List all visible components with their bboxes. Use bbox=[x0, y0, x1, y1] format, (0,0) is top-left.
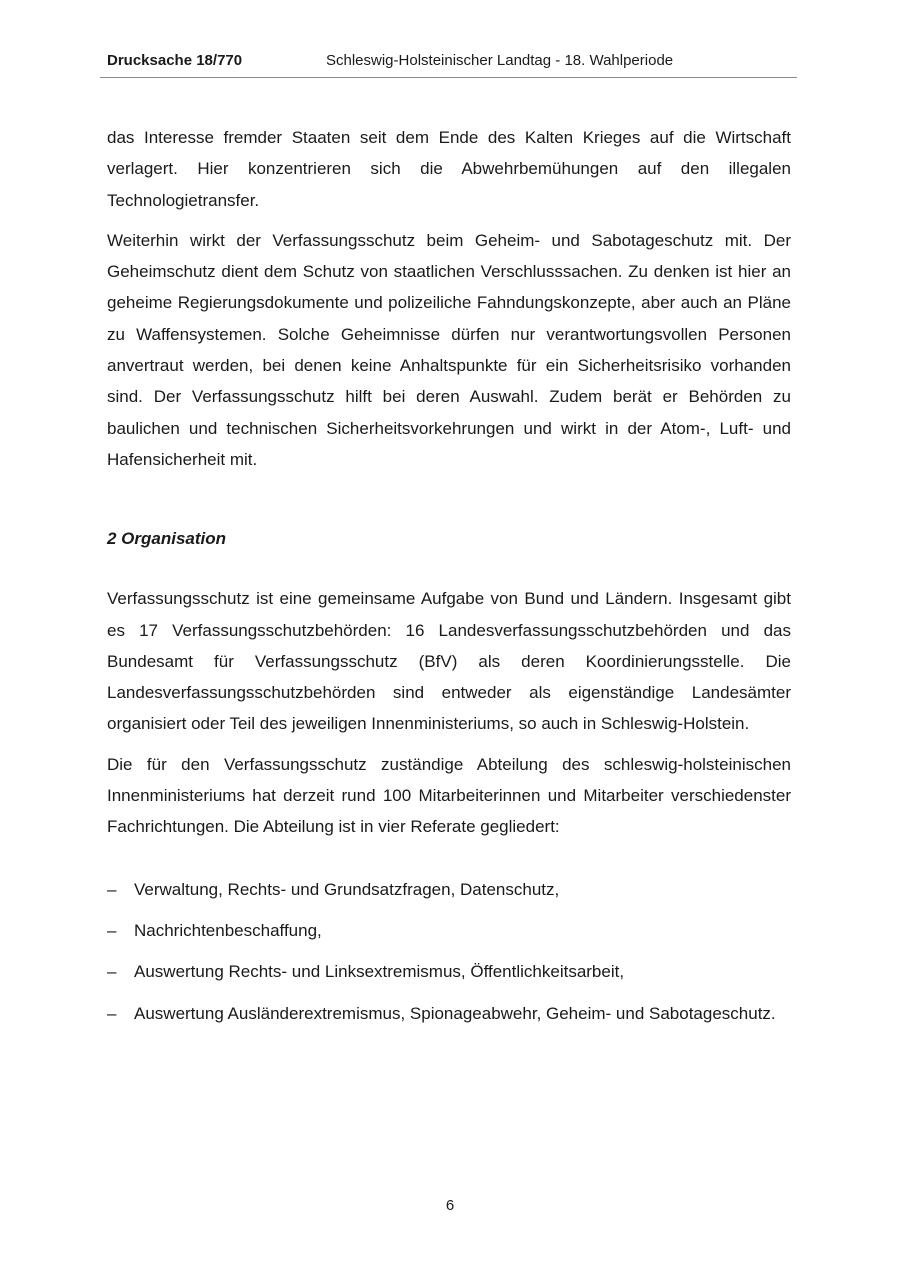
parliament-title: Schleswig-Holsteinischer Landtag - 18. Wahlperiode bbox=[326, 52, 674, 69]
page-number: 6 bbox=[445, 1197, 455, 1214]
list-item-text: Auswertung Ausländerextremismus, Spionageabwehr, Geheim- und Sabotageschutz. bbox=[134, 1003, 776, 1023]
section-paragraph-1: Verfassungsschutz ist eine gemeinsame Aufgabe von Bund und Ländern. Insgesamt gibt es 17 Verfassungsschutzbehörden: 16 Landesverfassungsschutzbehörden und das Bundesamt für Verfassungsschutz (BfV) als deren Koordinierungsstelle. Die Landesverfassungsschutzbehörden sind entweder als eigenständige Landesämter organisiert oder Teil des jeweiligen Innenministeriums, so auch in Schleswig-Holstein. bbox=[107, 589, 791, 734]
section-heading: 2 Organisation bbox=[107, 529, 227, 549]
dash-bullet-icon: – bbox=[107, 920, 117, 940]
section-paragraph-2: Die für den Verfassungsschutz zuständige Abteilung des schleswig-holsteinischen Innenministeriums hat derzeit rund 100 Mitarbeiterinnen und Mitarbeiter verschiedenster Fachrichtungen. Die Abteilung ist in vier Referate gegliedert: bbox=[107, 754, 791, 837]
department-list bbox=[107, 874, 791, 1029]
list-item bbox=[107, 874, 791, 905]
dash-bullet-icon: – bbox=[107, 1003, 117, 1023]
document-number: Drucksache 18/770 bbox=[107, 52, 243, 69]
dash-bullet-icon: – bbox=[107, 879, 117, 899]
page-header bbox=[100, 52, 797, 78]
intro-paragraph-1: das Interesse fremder Staaten seit dem Ende des Kalten Krieges auf die Wirtschaft verlagert. Hier konzentrieren sich die Abwehrbemühungen auf den illegalen Technologietransfer. bbox=[107, 128, 791, 210]
list-item-text: Verwaltung, Rechts- und Grundsatzfragen, Datenschutz, bbox=[134, 879, 560, 899]
list-item bbox=[107, 956, 791, 987]
dash-bullet-icon: – bbox=[107, 962, 117, 982]
list-item bbox=[107, 998, 791, 1029]
page-content bbox=[107, 122, 791, 1039]
list-item bbox=[107, 915, 791, 946]
list-item-text: Nachrichtenbeschaffung, bbox=[134, 920, 322, 940]
intro-paragraph-2: Weiterhin wirkt der Verfassungsschutz beim Geheim- und Sabotageschutz mit. Der Geheimschutz dient dem Schutz von staatlichen Verschlusssachen. Zu denken ist hier an geheime Regierungsdokumente und polizeiliche Fahndungskonzepte, aber auch an Pläne zu Waffensystemen. Solche Geheimnisse dürfen nur verantwortungsvollen Personen anvertraut werden, bei denen keine Anhaltspunkte für ein Sicherheitsrisiko vorhanden sind. Der Verfassungsschutz hilft bei deren Auswahl. Zudem berät er Behörden zu baulichen und technischen Sicherheitsvorkehrungen und wirkt in der Atom-, Luft- und Hafensicherheit mit. bbox=[107, 230, 791, 469]
section-body bbox=[107, 583, 791, 842]
list-item-text: Auswertung Rechts- und Linksextremismus, Öffentlichkeitsarbeit, bbox=[134, 962, 625, 982]
